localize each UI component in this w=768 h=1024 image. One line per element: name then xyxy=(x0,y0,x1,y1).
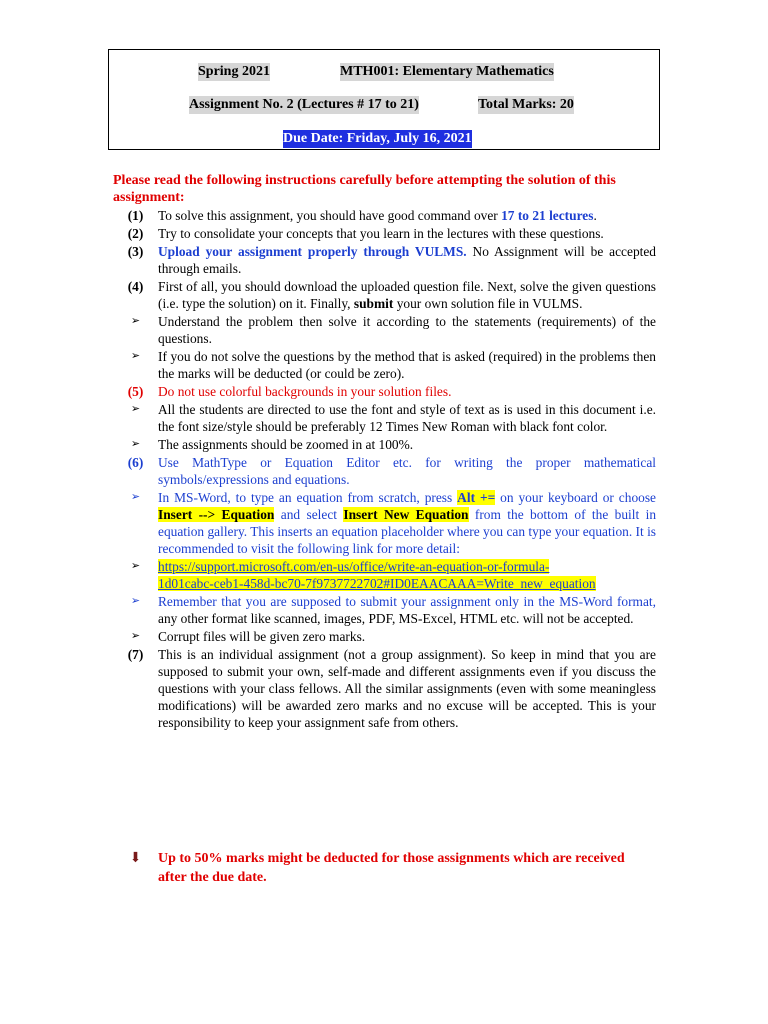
arrow-bullet-icon: ➢ xyxy=(130,438,141,450)
instruction-list xyxy=(113,207,656,731)
item-text: If you do not solve the questions by the method that is asked (required) in the problems then the marks will be deducted (or could be zero). xyxy=(158,349,656,381)
item-number: (6) xyxy=(127,455,144,470)
item-text: Try to consolidate your concepts that you learn in the lectures with these questions. xyxy=(158,226,604,241)
bullet-zoom xyxy=(113,436,656,453)
arrow-bullet-icon: ➢ xyxy=(130,403,141,415)
instruction-2 xyxy=(113,225,656,242)
instructions-intro: Please read the following instructions carefully before attempting the solution of this assignment: xyxy=(113,173,616,205)
course-title: MTH001: Elementary Mathematics xyxy=(340,64,554,79)
item-text: No Assignment will be accepted through emails. xyxy=(158,244,656,276)
late-penalty-text: Up to 50% marks might be deducted for those assignments which are received after the due date. xyxy=(158,851,625,885)
arrow-bullet-icon: ➢ xyxy=(130,560,141,572)
upload-note: Upload your assignment properly through VULMS. xyxy=(158,244,467,259)
item-text: Corrupt files will be given zero marks. xyxy=(158,629,366,644)
instruction-4 xyxy=(113,278,656,312)
format-note: Remember that you are supposed to submit your assignment only in the MS-Word format, xyxy=(158,594,656,609)
arrow-bullet-icon: ➢ xyxy=(130,630,141,642)
item-text: on your keyboard or choose xyxy=(495,490,656,505)
item-text: Do not use colorful backgrounds in your solution files. xyxy=(158,384,452,399)
assignment-title: Assignment No. 2 (Lectures # 17 to 21) xyxy=(189,97,419,112)
instruction-3 xyxy=(113,243,656,277)
item-text: All the students are directed to use the font and style of text as is used in this document i.e. the font size/style should be preferably 12 Times New Roman with black font color. xyxy=(158,402,656,434)
bullet-corrupt xyxy=(113,628,656,645)
item-text: Understand the problem then solve it according to the statements (requirements) of the questions. xyxy=(158,314,656,346)
item-number: (4) xyxy=(127,279,144,294)
item-text: any other format like scanned, images, PDF, MS-Excel, HTML etc. will not be accepted. xyxy=(158,611,634,626)
submit-word: submit xyxy=(353,296,394,311)
due-date: Due Date: Friday, July 16, 2021 xyxy=(283,131,472,146)
item-text: your own solution file in VULMS. xyxy=(393,296,583,311)
item-text: In MS-Word, to type an equation from scratch, press xyxy=(158,490,458,505)
item-number: (5) xyxy=(127,384,144,399)
item-number: (1) xyxy=(127,208,144,223)
instruction-7 xyxy=(113,646,656,731)
semester: Spring 2021 xyxy=(198,64,270,79)
bullet-understand xyxy=(113,313,656,347)
item-text: The assignments should be zoomed in at 100%. xyxy=(158,437,414,452)
bullet-font xyxy=(113,401,656,435)
item-text: This is an individual assignment (not a group assignment). So keep in mind that you are supposed to submit your own, self-made and different assignments even if you discuss the questions with your class fellows. All the similar assignments (even with some meaningless modifications) will be awarded zero marks and no excuse will be accepted. This is your responsibility to keep your assignment safe from others. xyxy=(158,647,656,730)
arrow-bullet-icon: ➢ xyxy=(130,491,141,503)
help-link[interactable]: 1d01cabc-ceb1-458d-bc70-7f9737722702#ID0EAACAAA=Write_new_equation xyxy=(158,576,596,591)
help-link[interactable]: https://support.microsoft.com/en-us/office/write-an-equation-or-formula- xyxy=(158,559,550,574)
lectures-range: 17 to 21 lectures xyxy=(501,208,594,223)
arrow-bullet-icon: ➢ xyxy=(130,315,141,327)
bullet-method xyxy=(113,348,656,382)
item-text: Use MathType or Equation Editor etc. for writing the proper mathematical symbols/expressions and equations. xyxy=(158,455,656,487)
instruction-5 xyxy=(113,383,656,400)
item-text: To solve this assignment, you should have good command over xyxy=(158,208,502,223)
bullet-link xyxy=(113,558,656,592)
item-number: (3) xyxy=(127,244,144,259)
instruction-6 xyxy=(113,454,656,488)
item-number: (2) xyxy=(127,226,144,241)
arrow-bullet-icon: ➢ xyxy=(130,595,141,607)
insert-equation-label: Insert --> Equation xyxy=(158,507,275,522)
late-penalty-note xyxy=(113,849,656,887)
insert-new-equation-label: Insert New Equation xyxy=(343,507,469,522)
item-text: from the bottom of the built in equation gallery. This inserts an equation placeholder where you can type your equation. It is recommended to visit the following link for more detail: xyxy=(158,507,657,556)
bullet-format xyxy=(113,593,656,627)
instruction-1 xyxy=(113,207,656,224)
shortcut-alt-equals: Alt += xyxy=(457,490,496,505)
item-text: and select xyxy=(274,507,344,522)
item-text: First of all, you should download the uploaded question file. Next, solve the given questions (i.e. type the solution) on it. Finally, xyxy=(158,279,656,311)
item-number: (7) xyxy=(127,647,144,662)
item-text: . xyxy=(593,208,597,223)
arrow-bullet-icon: ➢ xyxy=(130,350,141,362)
bullet-equation xyxy=(113,489,656,557)
down-arrow-bullet-icon: ⬇ xyxy=(129,851,142,866)
total-marks: Total Marks: 20 xyxy=(478,97,574,112)
